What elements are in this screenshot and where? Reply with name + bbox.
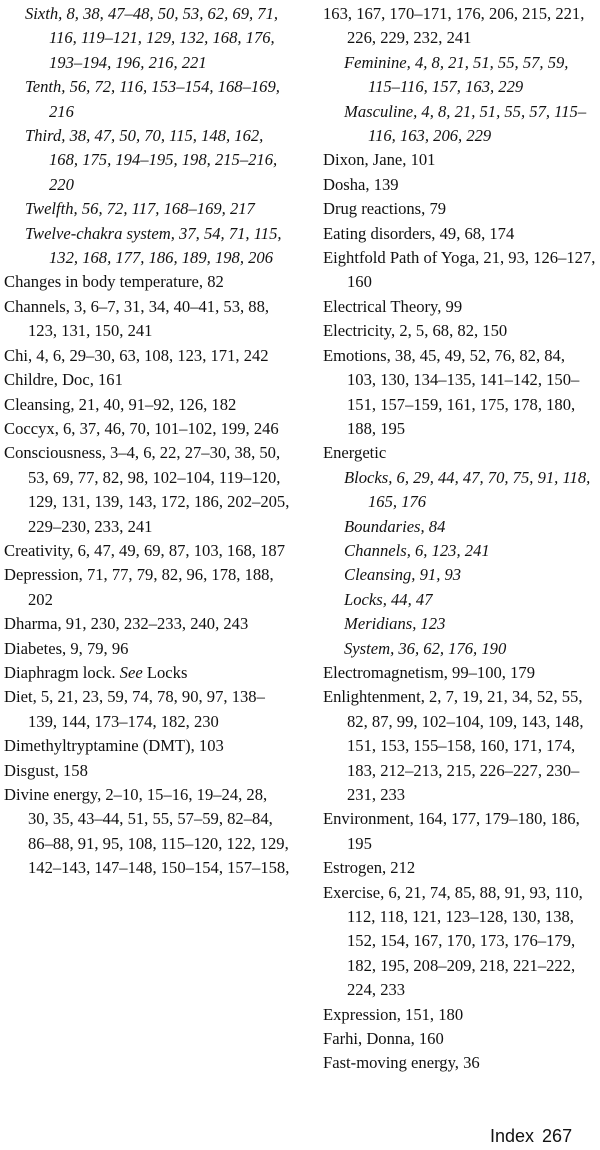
index-entry-text: Childre, Doc, 161	[4, 370, 123, 390]
index-entry-text: Environment, 164, 177, 179–180, 186, 195	[323, 809, 580, 853]
index-entry-text: Diet, 5, 21, 23, 59, 74, 78, 90, 97, 138–139, 144, 173–174, 182, 230	[4, 687, 265, 731]
index-entry-text: Meridians, 123	[344, 614, 446, 634]
index-entry	[323, 148, 597, 172]
see-reference-label: See	[119, 662, 143, 682]
index-column-right	[323, 2, 597, 1076]
index-entry	[4, 295, 290, 344]
index-entry-text: Diaphragm lock.	[4, 662, 116, 682]
index-entry	[323, 246, 597, 295]
index-entry-text: System, 36, 62, 176, 190	[344, 638, 507, 658]
index-entry	[4, 783, 290, 881]
index-entry-text: Blocks, 6, 29, 44, 47, 70, 75, 91, 118, 165, 176	[344, 467, 591, 512]
index-entry-text: Disgust, 158	[4, 760, 88, 780]
index-subentry	[344, 588, 597, 612]
index-entry	[4, 344, 290, 368]
index-entry	[4, 368, 290, 392]
index-entry-text: Exercise, 6, 21, 74, 85, 88, 91, 93, 110, 112, 118, 121, 123–128, 130, 138, 152, 154, 167, 170, 173, 176–179, 182, 195, 208–209, 218, 221–222, 224, 233	[323, 882, 583, 1000]
index-entry	[4, 759, 290, 783]
index-entry-text: Tenth, 56, 72, 116, 153–154, 168–169, 216	[25, 77, 280, 121]
index-subentry	[25, 222, 290, 271]
index-entry-text: 163, 167, 170–171, 176, 206, 215, 221, 226, 229, 232, 241	[323, 4, 585, 48]
index-subentry	[25, 197, 290, 221]
index-entry	[4, 563, 290, 612]
index-entry	[323, 2, 597, 51]
index-column-left	[4, 2, 290, 881]
index-entry	[323, 661, 597, 685]
index-entry-text: Chi, 4, 6, 29–30, 63, 108, 123, 171, 242	[4, 345, 269, 365]
index-entry-text: Dharma, 91, 230, 232–233, 240, 243	[4, 614, 249, 634]
footer-label: Index	[490, 1126, 535, 1146]
index-entry-text: Energetic	[323, 443, 387, 463]
index-entry	[323, 173, 597, 197]
index-entry-text: Eightfold Path of Yoga, 21, 93, 126–127, 160	[323, 248, 596, 292]
index-entry-text: Diabetes, 9, 79, 96	[4, 638, 129, 658]
index-entry-text: Divine energy, 2–10, 15–16, 19–24, 28, 30, 35, 43–44, 51, 55, 57–59, 82–84, 86–88, 91, 95, 108, 115–120, 122, 129, 142–143, 147–148, 150–154, 157–158,	[4, 785, 290, 878]
index-entry-text: Masculine, 4, 8, 21, 51, 55, 57, 115–116, 163, 206, 229	[344, 101, 587, 146]
index-entry	[4, 612, 290, 636]
index-entry-text: Drug reactions, 79	[323, 199, 447, 219]
index-entry	[4, 393, 290, 417]
index-entry	[323, 344, 597, 442]
index-entry	[323, 295, 597, 319]
index-entry-text: Farhi, Donna, 160	[323, 1029, 444, 1049]
index-entry	[323, 441, 597, 465]
index-entry-text: Cleansing, 91, 93	[344, 565, 462, 585]
index-entry	[4, 539, 290, 563]
index-entry-text: Channels, 6, 123, 241	[344, 540, 490, 560]
index-entry	[4, 270, 290, 294]
index-subentry	[344, 637, 597, 661]
index-entry-text: Consciousness, 3–4, 6, 22, 27–30, 38, 50, 53, 69, 77, 82, 98, 102–104, 119–120, 129, 131, 139, 143, 172, 186, 202–205, 229–230, 233, 241	[4, 443, 290, 536]
index-entry-text: Emotions, 38, 45, 49, 52, 76, 82, 84, 103, 130, 134–135, 141–142, 150–151, 157–159, 161, 175, 178, 180, 188, 195	[323, 345, 580, 438]
index-entry	[323, 856, 597, 880]
index-entry	[323, 197, 597, 221]
index-entry-text: Depression, 71, 77, 79, 82, 96, 178, 188, 202	[4, 565, 274, 609]
index-entry-text: Channels, 3, 6–7, 31, 34, 40–41, 53, 88, 123, 131, 150, 241	[4, 296, 270, 341]
index-entry-text: Creativity, 6, 47, 49, 69, 87, 103, 168, 187	[4, 540, 285, 560]
index-entry-text: Eating disorders, 49, 68, 174	[323, 223, 515, 243]
index-entry-text: Boundaries, 84	[344, 516, 446, 536]
index-subentry	[344, 515, 597, 539]
index-entry-text: Dimethyltryptamine (DMT), 103	[4, 736, 224, 756]
index-subentry	[25, 75, 290, 124]
index-entry	[4, 661, 290, 685]
index-entry-text: Electromagnetism, 99–100, 179	[323, 662, 535, 682]
index-entry-text: Twelfth, 56, 72, 117, 168–169, 217	[25, 199, 255, 219]
index-subentry	[344, 51, 597, 100]
index-entry-text: Locks, 44, 47	[344, 589, 433, 609]
index-entry	[4, 417, 290, 441]
index-entry-text: Estrogen, 212	[323, 858, 416, 878]
index-entry-text: Electrical Theory, 99	[323, 296, 463, 316]
index-entry	[323, 807, 597, 856]
index-entry-text: Feminine, 4, 8, 21, 51, 55, 57, 59, 115–116, 157, 163, 229	[344, 52, 569, 97]
index-entry-text: Cleansing, 21, 40, 91–92, 126, 182	[4, 394, 237, 414]
index-entry	[4, 685, 290, 734]
index-entry	[323, 222, 597, 246]
index-subentry	[344, 466, 597, 515]
index-entry-text: Twelve-chakra system, 37, 54, 71, 115, 132, 168, 177, 186, 189, 198, 206	[25, 223, 282, 268]
index-entry-text: Electricity, 2, 5, 68, 82, 150	[323, 321, 508, 341]
index-entry	[323, 685, 597, 807]
page-footer	[490, 1125, 600, 1147]
index-subentry	[344, 539, 597, 563]
index-entry	[4, 637, 290, 661]
index-entry-text: Dosha, 139	[323, 174, 399, 194]
page-number: 267	[542, 1126, 573, 1146]
index-entry-text: Third, 38, 47, 50, 70, 115, 148, 162, 168, 175, 194–195, 198, 215–216, 220	[25, 126, 278, 194]
index-entry-text: Sixth, 8, 38, 47–48, 50, 53, 62, 69, 71, 116, 119–121, 129, 132, 168, 176, 193–194, 196, 216, 221	[25, 4, 279, 72]
index-entry	[4, 441, 290, 539]
index-entry-text: Changes in body temperature, 82	[4, 272, 224, 292]
index-entry-text: Coccyx, 6, 37, 46, 70, 101–102, 199, 246	[4, 418, 279, 438]
index-subentry	[25, 124, 290, 197]
index-subentry	[344, 563, 597, 587]
index-entry-text: Enlightenment, 2, 7, 19, 21, 34, 52, 55, 82, 87, 99, 102–104, 109, 143, 148, 151, 153, 155–158, 160, 171, 174, 183, 212–213, 215, 226–227, 230–231, 233	[323, 687, 584, 804]
index-entry	[323, 1027, 597, 1051]
index-subentry	[344, 612, 597, 636]
index-entry	[323, 1003, 597, 1027]
index-entry-text: Fast-moving energy, 36	[323, 1053, 480, 1073]
index-entry-text: Dixon, Jane, 101	[323, 150, 436, 170]
index-entry-text: Expression, 151, 180	[323, 1004, 464, 1024]
index-entry	[323, 319, 597, 343]
index-entry	[323, 1051, 597, 1075]
see-reference-target: Locks	[146, 662, 188, 682]
index-subentry	[25, 2, 290, 75]
index-subentry	[344, 100, 597, 149]
index-entry	[4, 734, 290, 758]
index-entry	[323, 881, 597, 1003]
